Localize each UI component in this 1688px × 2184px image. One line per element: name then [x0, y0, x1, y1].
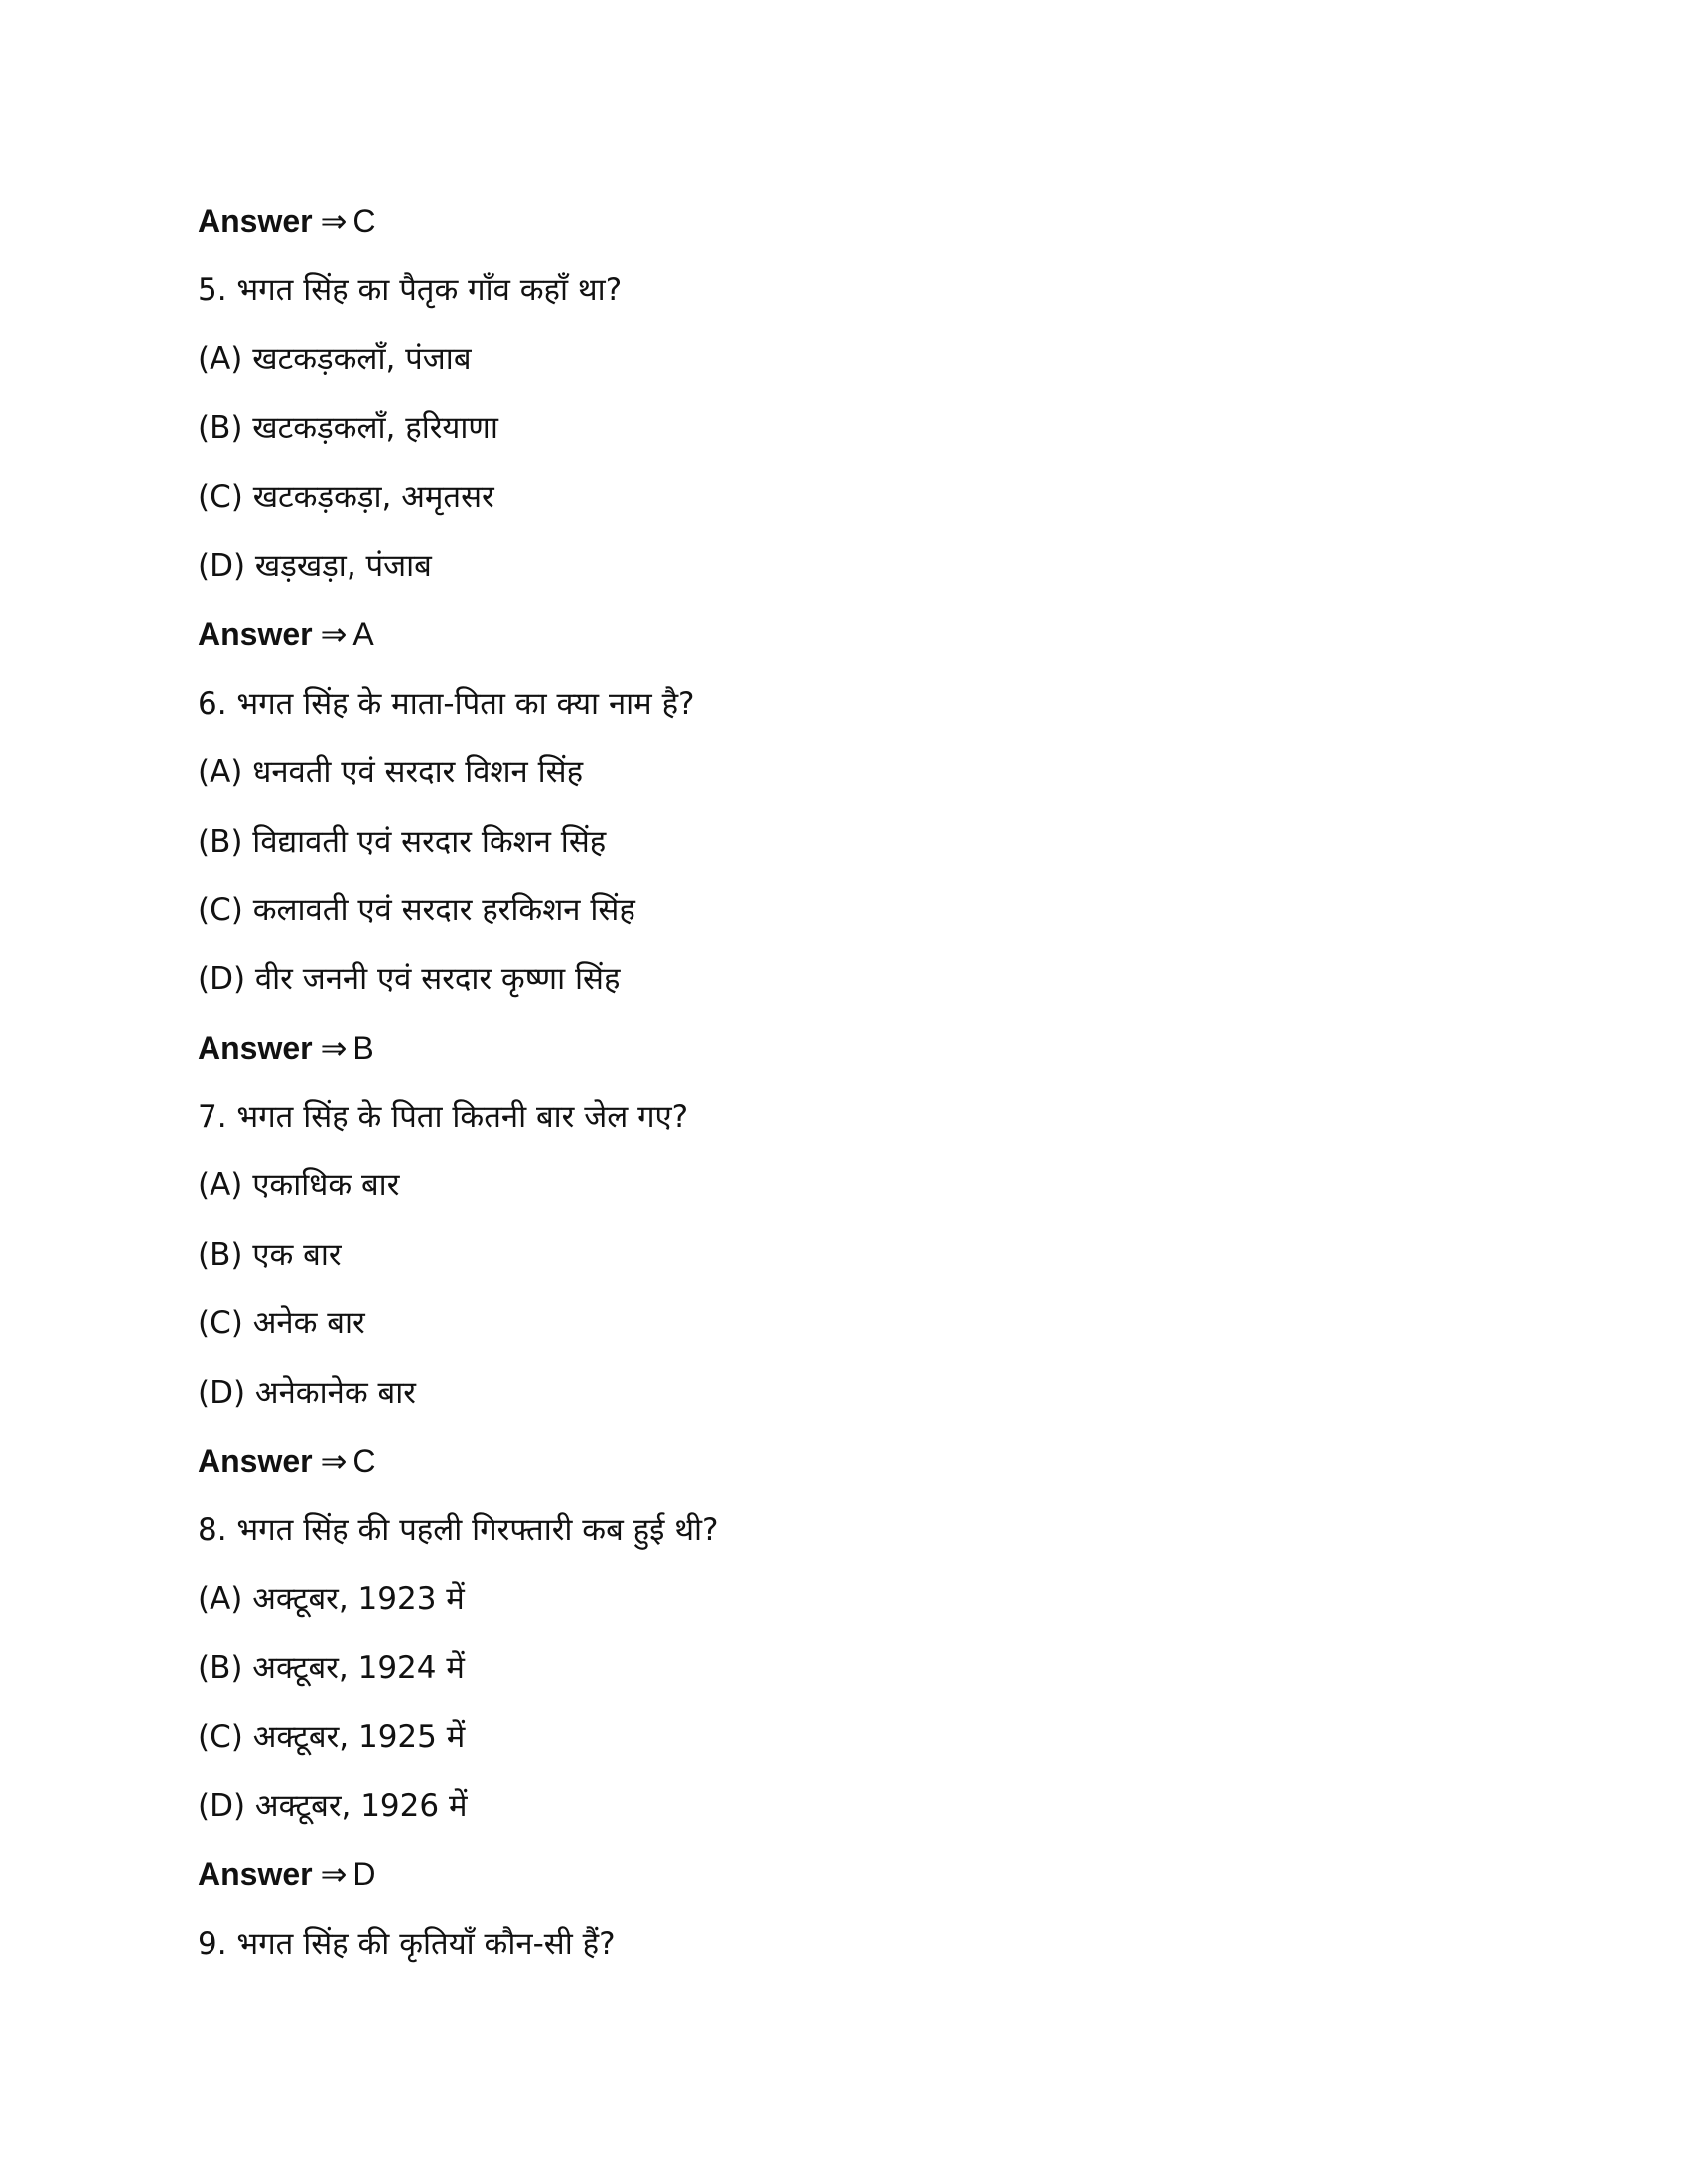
option-b: (B) विद्यावती एवं सरदार किशन सिंह — [198, 823, 607, 860]
answer-label: Answer — [198, 616, 313, 653]
option-d: (D) अनेकानेक बार — [198, 1374, 416, 1411]
implies-arrow-icon: ⇒ — [320, 1029, 348, 1066]
option-b: (B) एक बार — [198, 1236, 342, 1273]
question-text: 8. भगत सिंह की पहली गिरफ्तारी कब हुई थी? — [198, 1512, 719, 1549]
question-text: 9. भगत सिंह की कृतियाँ कौन-सी हैं? — [198, 1925, 616, 1962]
answer-label: Answer — [198, 1443, 313, 1480]
option-b: (B) खटकड़कलाँ, हरियाणा — [198, 410, 498, 447]
answer-label: Answer — [198, 1856, 313, 1893]
option-a: (A) अक्टूबर, 1923 में — [198, 1580, 465, 1617]
option-d: (D) खड़खड़ा, पंजाब — [198, 547, 432, 584]
question-text: 5. भगत सिंह का पैतृक गाँव कहाँ था? — [198, 272, 623, 309]
implies-arrow-icon: ⇒ — [320, 616, 348, 653]
implies-arrow-icon: ⇒ — [320, 1443, 348, 1480]
answer-line — [198, 610, 1488, 678]
option-c: (C) अनेक बार — [198, 1305, 365, 1342]
answer-line — [198, 1849, 1488, 1918]
option-d: (D) अक्टूबर, 1926 में — [198, 1787, 468, 1824]
option-d: (D) वीर जननी एवं सरदार कृष्णा सिंह — [198, 961, 621, 998]
option-c: (C) खटकड़कड़ा, अमृतसर — [198, 478, 494, 515]
answer-value: C — [352, 204, 376, 239]
answer-value: D — [352, 1856, 376, 1893]
question-text: 6. भगत सिंह के माता-पिता का क्या नाम है? — [198, 685, 695, 722]
implies-arrow-icon: ⇒ — [320, 1856, 348, 1893]
question-text: 7. भगत सिंह के पिता कितनी बार जेल गए? — [198, 1099, 689, 1136]
answer-line — [198, 197, 1488, 265]
option-a: (A) खटकड़कलाँ, पंजाब — [198, 341, 472, 377]
option-c: (C) कलावती एवं सरदार हरकिशन सिंह — [198, 891, 635, 928]
document-page — [198, 197, 1488, 1987]
option-a: (A) धनवती एवं सरदार विशन सिंह — [198, 754, 584, 791]
answer-label: Answer — [198, 204, 313, 239]
answer-value: B — [352, 1029, 374, 1066]
answer-label: Answer — [198, 1029, 313, 1066]
implies-arrow-icon: ⇒ — [320, 204, 348, 239]
answer-line — [198, 1024, 1488, 1092]
option-a: (A) एकाधिक बार — [198, 1167, 400, 1204]
answer-line — [198, 1436, 1488, 1505]
option-b: (B) अक्टूबर, 1924 में — [198, 1650, 465, 1687]
answer-value: C — [352, 1443, 376, 1480]
option-c: (C) अक्टूबर, 1925 में — [198, 1718, 466, 1755]
answer-value: A — [352, 616, 374, 653]
